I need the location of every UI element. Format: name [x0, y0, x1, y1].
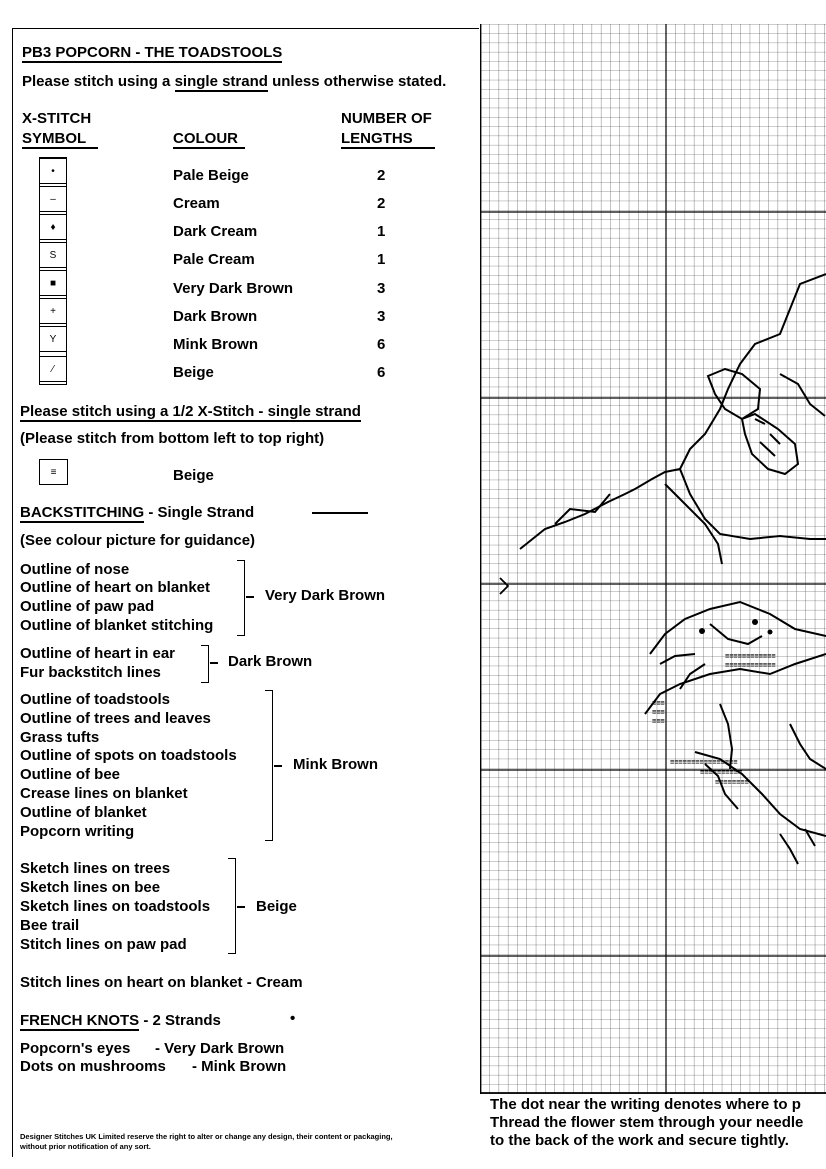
col-number-header-2: LENGTHS	[341, 130, 435, 149]
backstitch-item: Outline of blanket	[20, 804, 147, 821]
backstitch-group-colour: Dark Brown	[228, 653, 313, 670]
colour-name: Beige	[173, 364, 214, 381]
colour-name: Dark Brown	[173, 308, 258, 325]
bracket-tick	[237, 906, 245, 908]
bracket-tick	[210, 662, 218, 664]
svg-text:≡≡≡: ≡≡≡	[652, 717, 665, 725]
bracket-mink-brown	[265, 690, 273, 841]
french-knot-colour: - Very Dark Brown	[155, 1040, 285, 1057]
bracket-dark-brown	[201, 645, 209, 683]
backstitch-group-colour: Very Dark Brown	[265, 587, 386, 604]
backstitch-group-colour: Beige	[256, 898, 297, 915]
col-number-header-1: NUMBER OF	[341, 110, 432, 127]
backstitch-item: Crease lines on blanket	[20, 785, 188, 802]
bracket-beige	[228, 858, 236, 954]
col-symbol-header-1: X-STITCH	[22, 110, 92, 127]
grid-note-line: to the back of the work and secure tightly.	[490, 1132, 789, 1149]
bracket-tick	[246, 596, 254, 598]
svg-text:≡≡≡≡≡≡≡≡≡≡≡≡≡≡≡≡: ≡≡≡≡≡≡≡≡≡≡≡≡≡≡≡≡	[670, 758, 738, 766]
symbol-pale-cream: S	[39, 242, 67, 268]
backstitch-item: Outline of heart on blanket	[20, 579, 211, 596]
bracket-very-dark-brown	[237, 560, 245, 636]
symbol-half-stitch-beige: ≡	[39, 459, 68, 485]
backstitch-item: Outline of trees and leaves	[20, 710, 211, 727]
backstitch-item: Outline of paw pad	[20, 598, 155, 615]
col-colour-header: COLOUR	[173, 130, 245, 149]
instruction-emphasis: single strand	[174, 73, 268, 90]
backstitch-item: Stitch lines on heart on blanket - Cream	[20, 974, 303, 991]
backstitch-item: Sketch lines on bee	[20, 879, 161, 896]
grid-note-line: The dot near the writing denotes where to p	[490, 1096, 801, 1113]
length-value: 2	[377, 195, 386, 212]
length-value: 3	[377, 308, 386, 325]
french-knot-item: Dots on mushrooms	[20, 1058, 166, 1075]
grid-note-line: Thread the flower stem through your needle	[490, 1114, 804, 1131]
backstitching-guidance: (See colour picture for guidance)	[20, 532, 256, 549]
length-value: 6	[377, 336, 386, 353]
french-knot-colour: - Mink Brown	[192, 1058, 287, 1075]
symbol-cream: –	[39, 186, 67, 212]
backstitch-item: Bee trail	[20, 917, 80, 934]
grid-cells	[480, 24, 826, 1094]
backstitch-item: Outline of blanket stitching	[20, 617, 214, 634]
colour-name: Cream	[173, 195, 220, 212]
svg-text:≡≡≡: ≡≡≡	[652, 699, 665, 707]
length-value: 3	[377, 280, 386, 297]
length-value: 6	[377, 364, 386, 381]
half-stitch-note: (Please stitch from bottom left to top right)	[20, 430, 325, 447]
symbol-dark-cream: ♦	[39, 214, 67, 240]
colour-name: Mink Brown	[173, 336, 258, 353]
svg-text:≡≡≡≡≡≡≡≡≡≡≡≡: ≡≡≡≡≡≡≡≡≡≡≡≡	[725, 652, 776, 660]
half-stitch-heading: Please stitch using a 1/2 X-Stitch - single strand	[20, 403, 361, 420]
colour-name: Pale Beige	[173, 167, 249, 184]
backstitch-item: Fur backstitch lines	[20, 664, 161, 681]
colour-name: Pale Cream	[173, 251, 255, 268]
backstitch-item: Outline of spots on toadstools	[20, 747, 237, 764]
backstitch-item: Outline of nose	[20, 561, 130, 578]
backstitch-item: Sketch lines on trees	[20, 860, 171, 877]
svg-text:≡≡≡≡≡≡≡≡≡≡≡≡: ≡≡≡≡≡≡≡≡≡≡≡≡	[725, 661, 776, 669]
svg-text:≡≡≡: ≡≡≡	[652, 708, 665, 716]
length-value: 1	[377, 251, 386, 268]
french-knot-symbol: •	[290, 1010, 296, 1027]
bracket-tick	[274, 765, 282, 767]
instruction-line: Please stitch using a single strand unless otherwise stated.	[22, 73, 447, 90]
french-knots-heading: FRENCH KNOTS - 2 Strands	[20, 1012, 221, 1029]
backstitch-item: Grass tufts	[20, 729, 100, 746]
backstitching-heading: BACKSTITCHING - Single Strand	[20, 504, 255, 521]
length-value: 2	[377, 167, 386, 184]
backstitch-item: Outline of heart in ear	[20, 645, 176, 662]
symbol-pale-beige: •	[39, 158, 67, 184]
backstitch-item: Outline of bee	[20, 766, 121, 783]
backstitch-item: Outline of toadstools	[20, 691, 170, 708]
backstitch-item: Stitch lines on paw pad	[20, 936, 187, 953]
backstitch-single-colour: Cream	[255, 974, 303, 991]
disclaimer-line-2: without prior notification of any sort.	[20, 1142, 151, 1151]
backstitch-item: Sketch lines on toadstools	[20, 898, 211, 915]
backstitch-group-colour: Mink Brown	[293, 756, 378, 773]
half-stitch-colour: Beige	[173, 467, 214, 484]
french-knot-item: Popcorn's eyes	[20, 1040, 131, 1057]
cross-stitch-chart	[480, 24, 826, 1094]
symbol-mink-brown: Y	[39, 326, 67, 352]
symbol-very-dark-brown: ■	[39, 270, 67, 296]
symbol-beige: ⁄	[39, 356, 67, 382]
colour-name: Dark Cream	[173, 223, 258, 240]
colour-name: Very Dark Brown	[173, 280, 294, 297]
symbol-dark-brown: +	[39, 298, 67, 324]
svg-text:≡≡≡≡≡≡≡≡≡≡: ≡≡≡≡≡≡≡≡≡≡	[700, 768, 743, 776]
length-value: 1	[377, 223, 386, 240]
svg-text:≡≡≡≡≡≡≡≡: ≡≡≡≡≡≡≡≡	[715, 778, 749, 786]
col-symbol-header-2: SYMBOL	[22, 130, 98, 149]
page-title: PB3 POPCORN - THE TOADSTOOLS	[22, 44, 283, 61]
disclaimer-line-1: Designer Stitches UK Limited reserve the right to alter or change any design, their content or packaging,	[20, 1132, 393, 1141]
backstitch-line-sample	[312, 512, 368, 514]
backstitch-item: Popcorn writing	[20, 823, 135, 840]
